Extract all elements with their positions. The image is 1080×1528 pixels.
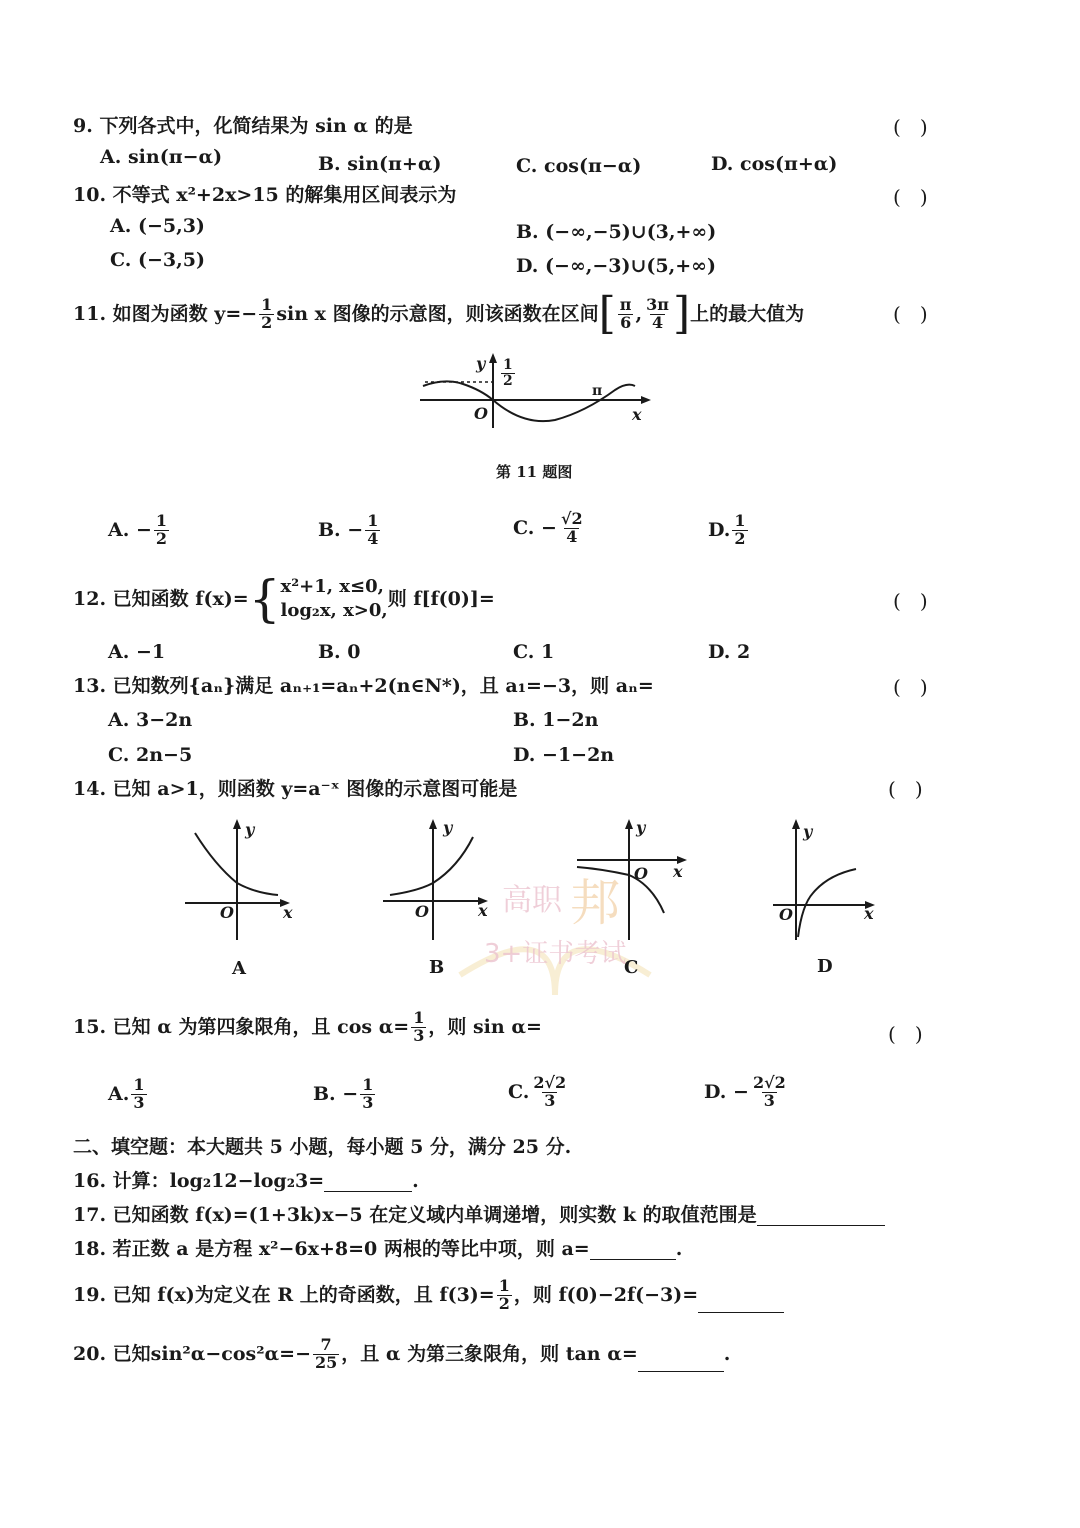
watermark-text-2: 3+证书考试: [484, 939, 627, 969]
watermark-mark: 邦: [570, 874, 620, 932]
q9-option-b: B. sin(π+α): [318, 153, 442, 175]
q13-stem: 13. 已知数列{aₙ}满足 aₙ₊₁=aₙ+2(n∈N*)，且 a₁=−3，则 aₙ=: [73, 675, 654, 697]
q14-label-c: C: [624, 957, 639, 978]
q12-answer-bracket: ( ): [893, 589, 928, 613]
q15-option-a: A. $\frac{1}{3}$: [108, 1075, 145, 1112]
y-arrow-icon: [429, 819, 437, 829]
q11-graph: [415, 350, 655, 430]
q20: 20. 已知sin²α−cos²α=− $\frac{7}{25}$ ，且 α 为第三象限角，则 tan α= .: [73, 1335, 731, 1372]
q14-graph-b-x: x: [478, 901, 488, 920]
q9-option-c: C. cos(π−α): [516, 155, 642, 177]
q14-graph-c-y: y: [636, 818, 646, 837]
q19-answer-blank[interactable]: [698, 1293, 784, 1313]
q12-option-a: A. −1: [108, 641, 166, 663]
q18: 18. 若正数 a 是方程 x²−6x+8=0 两根的等比中项，则 a= .: [73, 1238, 683, 1260]
watermark-text-1: 高职: [502, 883, 562, 918]
q19: 19. 已知 f(x)为定义在 R 上的奇函数，且 f(3)= $\frac{1}{2}$ ，则 f(0)−2f(−3)=: [73, 1278, 784, 1313]
q14-graph-b-y: y: [443, 818, 453, 837]
q12-option-c: C. 1: [513, 641, 555, 663]
q14-graph-a-y: y: [245, 820, 255, 839]
q11-answer-bracket: ( ): [893, 302, 928, 326]
q17: 17. 已知函数 f(x)=(1+3k)x−5 在定义域内单调递增，则实数 k 的取值范围是: [73, 1206, 885, 1226]
q14-graph-a-o: O: [220, 903, 234, 922]
q11-fraction: $\frac{1}{2}$: [261, 294, 273, 332]
q10-option-c: C. (−3,5): [110, 249, 205, 271]
q11-interval-close: ]: [672, 288, 691, 339]
q18-answer-blank[interactable]: [590, 1240, 676, 1260]
q15-option-c: C. $\frac{2√2}{3}$: [508, 1073, 567, 1110]
q12-stem-pre: 12. 已知函数 f(x)=: [73, 587, 249, 610]
q13-option-a: A. 3−2n: [108, 709, 193, 731]
q11-option-d: D. $\frac{1}{2}$: [708, 511, 746, 548]
q14-graph-b-o: O: [415, 902, 429, 921]
q12-brace: {: [248, 570, 281, 628]
q17-answer-blank[interactable]: [757, 1206, 885, 1226]
q14-graph-d-y: y: [803, 822, 813, 841]
q14-graph-d-o: O: [779, 905, 793, 924]
q11-x-arrow-icon: [641, 396, 651, 404]
q11-interval-left: $\frac{\pi}{6}$: [619, 294, 632, 332]
q14-label-a: A: [232, 958, 246, 979]
q11-graph-x-label: x: [632, 405, 642, 424]
q11-curve: [423, 381, 635, 421]
q14-answer-bracket: ( ): [888, 777, 923, 801]
q14-stem: 14. 已知 a>1，则函数 y=a⁻ˣ 图像的示意图可能是: [73, 778, 518, 800]
q13-option-c: C. 2n−5: [108, 744, 193, 766]
q16: 16. 计算：log₂12−log₂3= .: [73, 1170, 419, 1192]
q11-option-c: C. − $\frac{√2}{4}$: [513, 509, 583, 546]
q9-stem: 9. 下列各式中，化简结果为 sin α 的是: [73, 115, 413, 137]
q11-option-a: A. − $\frac{1}{2}$: [108, 511, 168, 548]
y-arrow-icon: [625, 819, 633, 829]
q14-graph-c-x: x: [673, 862, 683, 881]
q11-graph-origin: O: [474, 404, 488, 423]
q14-label-d: D: [817, 956, 833, 977]
q14-graph-a: [180, 815, 295, 945]
q12-option-b: B. 0: [318, 641, 361, 663]
q10-answer-bracket: ( ): [893, 185, 928, 209]
q16-answer-blank[interactable]: [324, 1172, 412, 1192]
q14-graph-b: [378, 815, 493, 945]
q13-option-b: B. 1−2n: [513, 709, 599, 731]
q11-interval-open: [: [598, 288, 616, 339]
y-arrow-icon: [792, 819, 800, 829]
q9-option-a: A. sin(π−α): [100, 146, 223, 168]
q14-graph-d: [768, 815, 883, 945]
q14-label-b: B: [429, 957, 445, 978]
q12-stem: [73, 570, 495, 628]
q12-option-d: D. 2: [708, 641, 751, 663]
q15-option-b: B. − $\frac{1}{3}$: [313, 1075, 374, 1112]
q14-graph-d-x: x: [864, 904, 874, 923]
q15-stem: 15. 已知 α 为第四象限角，且 cos α= $\frac{1}{3}$ ，则 sin α=: [73, 1008, 542, 1045]
q15-answer-bracket: ( ): [888, 1022, 923, 1046]
q11-stem-post: 上的最大值为: [690, 302, 805, 325]
q14-graph-c-o: O: [634, 864, 648, 883]
q13-option-d: D. −1−2n: [513, 744, 615, 766]
q9-option-d: D. cos(π+α): [711, 153, 838, 175]
q11-figure-caption: 第 11 题图: [496, 463, 573, 481]
q12-piecewise: x²+1, x≤0, log₂x, x>0,: [280, 575, 388, 621]
q11-stem: [73, 288, 805, 339]
q10-stem: 10. 不等式 x²+2x>15 的解集用区间表示为: [73, 184, 457, 206]
q12-stem-post: 则 f[f(0)]=: [387, 587, 495, 610]
q10-option-b: B. (−∞,−5)∪(3,+∞): [516, 221, 717, 243]
q20-answer-blank[interactable]: [638, 1352, 724, 1372]
q9-answer-bracket: ( ): [893, 115, 928, 139]
q11-y-arrow-icon: [489, 353, 497, 363]
q11-graph-half-label: $\frac{1}{2}$: [503, 357, 513, 389]
q11-stem-mid: sin x 图像的示意图，则该函数在区间: [276, 302, 599, 325]
q11-graph-y-label: y: [476, 354, 486, 373]
section-2-heading: 二、填空题：本大题共 5 小题，每小题 5 分，满分 25 分.: [73, 1136, 572, 1158]
q11-interval-right: $\frac{3\pi}{4}$: [646, 294, 669, 332]
q11-graph-pi-label: π: [592, 383, 603, 399]
q10-option-d: D. (−∞,−3)∪(5,+∞): [516, 255, 716, 277]
y-arrow-icon: [233, 819, 241, 829]
q15-option-d: D. − $\frac{2√2}{3}$: [704, 1073, 786, 1110]
q11-interval-sep: ,: [635, 302, 643, 325]
q13-answer-bracket: ( ): [893, 675, 928, 699]
q10-option-a: A. (−5,3): [110, 215, 205, 237]
q11-stem-pre: 11. 如图为函数 y=−: [73, 302, 258, 325]
q11-option-b: B. − $\frac{1}{4}$: [318, 511, 379, 548]
q14-graph-a-x: x: [283, 903, 293, 922]
